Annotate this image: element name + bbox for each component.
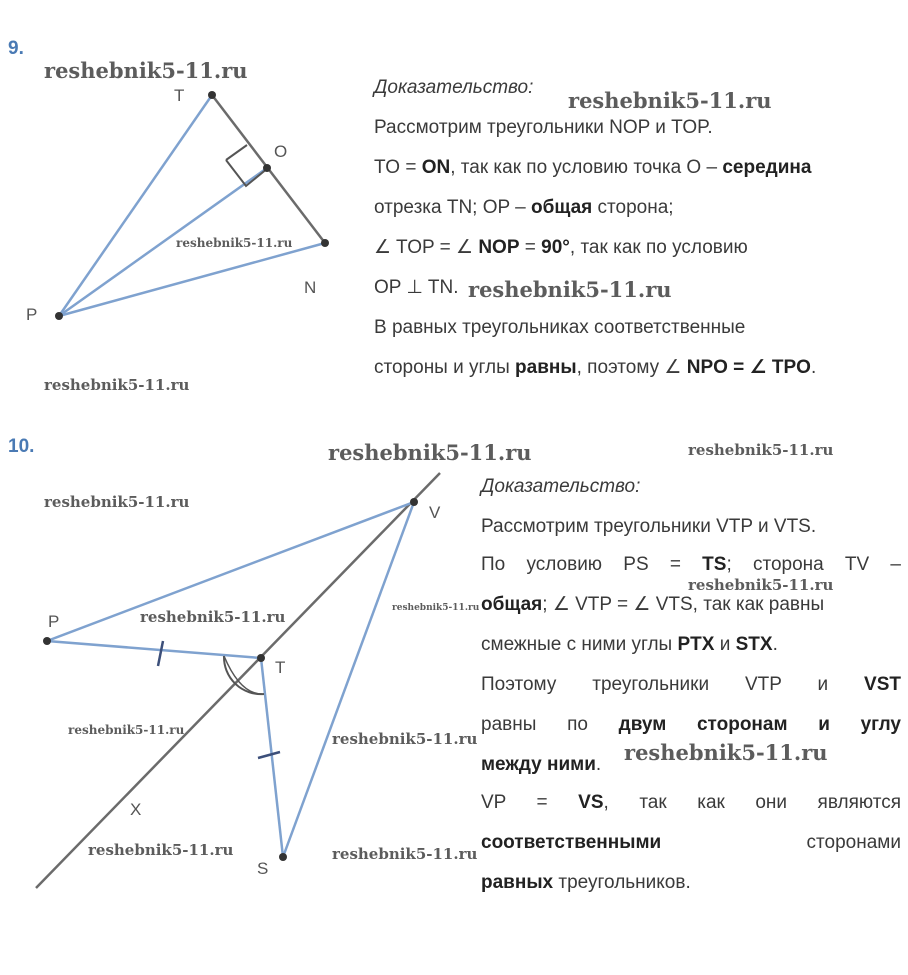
problem-10-number: 10. bbox=[8, 436, 35, 457]
text-run: . bbox=[772, 634, 778, 655]
text-run-bold: NPO = ∠ TPO bbox=[686, 357, 811, 378]
label-T: T bbox=[174, 86, 185, 105]
point-V bbox=[410, 498, 418, 506]
point-T bbox=[208, 91, 216, 99]
text-run-bold: TS bbox=[702, 554, 727, 575]
label-P: P bbox=[26, 305, 38, 324]
text-run: По условию PS = bbox=[481, 554, 703, 575]
problem-10-line-8 bbox=[481, 783, 901, 823]
watermark: reshebnik5-11.ru bbox=[688, 441, 834, 459]
problem-9-line-5 bbox=[374, 268, 458, 308]
problem-9-line-4 bbox=[374, 228, 748, 268]
text-run: Поэтому треугольники VTP и bbox=[481, 674, 865, 695]
label-X: X bbox=[130, 800, 142, 819]
text-run: равны по bbox=[481, 714, 619, 735]
text-run: ∠ TOP = ∠ bbox=[374, 237, 479, 258]
label-S: S bbox=[257, 859, 269, 878]
problem-10-line-4 bbox=[481, 625, 778, 665]
text-run-bold: PTX bbox=[677, 634, 715, 655]
tick-PT bbox=[158, 641, 163, 666]
watermark: reshebnik5-11.ru bbox=[140, 608, 286, 626]
text-run: , так как по условию bbox=[569, 237, 748, 258]
text-run-bold: NOP bbox=[478, 237, 520, 258]
text-run: треугольников. bbox=[553, 872, 691, 893]
text-run-bold: STX bbox=[735, 634, 773, 655]
point-S bbox=[279, 853, 287, 861]
text-run: TO = bbox=[374, 157, 422, 178]
watermark: reshebnik5-11.ru bbox=[88, 841, 234, 859]
text-run-bold: общая bbox=[481, 594, 543, 615]
segment-PN bbox=[59, 243, 325, 316]
label-V: V bbox=[429, 503, 441, 522]
watermark: reshebnik5-11.ru bbox=[332, 845, 478, 863]
text-run: , поэтому ∠ bbox=[576, 357, 687, 378]
text-run: смежные с ними углы bbox=[481, 634, 678, 655]
problem-9-line-7 bbox=[374, 348, 816, 388]
label-T2: T bbox=[275, 658, 286, 677]
problem-10-line-1 bbox=[481, 507, 816, 547]
text-run-bold: равны bbox=[515, 357, 577, 378]
problem-10-line-9 bbox=[481, 823, 901, 863]
watermark: reshebnik5-11.ru bbox=[176, 236, 293, 250]
problem-10-line-7 bbox=[481, 745, 601, 785]
watermark: reshebnik5-11.ru bbox=[68, 723, 185, 737]
watermark: reshebnik5-11.ru bbox=[568, 88, 772, 113]
problem-9-number: 9. bbox=[8, 38, 24, 59]
tick-TS bbox=[258, 752, 280, 758]
text-run: . bbox=[595, 754, 602, 775]
watermark: reshebnik5-11.ru bbox=[688, 576, 834, 594]
text-run-bold: середина bbox=[722, 157, 812, 178]
problem-9-line-3 bbox=[374, 188, 674, 228]
point-P2 bbox=[43, 637, 51, 645]
text-run-bold: общая bbox=[530, 197, 593, 218]
text-run: отрезка TN; OP – bbox=[374, 197, 531, 218]
watermark: reshebnik5-11.ru bbox=[44, 493, 190, 511]
text-run-bold: 90° bbox=[541, 237, 570, 258]
text-run-bold: равных bbox=[481, 872, 554, 893]
text-run: стороны и углы bbox=[374, 357, 516, 378]
problem-9-line-6 bbox=[374, 308, 745, 348]
text-run: , так как они являются bbox=[603, 792, 901, 813]
problem-9-heading: Доказательство: bbox=[374, 77, 534, 98]
text-run: VP = bbox=[481, 792, 579, 813]
text-run: сторона; bbox=[592, 197, 674, 218]
text-run-bold: между ними bbox=[481, 754, 596, 775]
segment-PT bbox=[59, 95, 212, 316]
watermark: reshebnik5-11.ru bbox=[392, 603, 480, 613]
label-O: O bbox=[274, 142, 288, 161]
problem-10-line-10 bbox=[481, 863, 691, 903]
watermark: reshebnik5-11.ru bbox=[624, 740, 828, 765]
problem-10-heading: Доказательство: bbox=[481, 476, 641, 497]
watermark: reshebnik5-11.ru bbox=[44, 376, 190, 394]
problem-9-line-2 bbox=[374, 148, 811, 188]
text-run-bold: ON bbox=[421, 157, 451, 178]
text-run: ; ∠ VTP = ∠ VTS, так как равны bbox=[542, 594, 825, 615]
segment-SV bbox=[283, 502, 414, 857]
text-run: Рассмотрим треугольники VTP и VTS. bbox=[481, 516, 817, 537]
text-run-bold: соответственными bbox=[481, 832, 662, 853]
point-O bbox=[263, 164, 271, 172]
text-run: . bbox=[810, 357, 817, 378]
text-run: В равных треугольниках соответственные bbox=[374, 317, 746, 338]
text-run: ; сторона TV – bbox=[726, 554, 901, 575]
text-run-bold: двум сторонам и углу bbox=[618, 714, 901, 735]
text-run: сторонами bbox=[661, 832, 901, 853]
problem-10-line-5 bbox=[481, 665, 901, 705]
right-angle-mark-top bbox=[226, 145, 247, 160]
watermark: reshebnik5-11.ru bbox=[328, 440, 532, 465]
label-P2: P bbox=[48, 612, 60, 631]
watermark: reshebnik5-11.ru bbox=[468, 277, 672, 302]
text-run: OP ⊥ TN. bbox=[374, 277, 459, 298]
point-N bbox=[321, 239, 329, 247]
text-run-bold: VS bbox=[578, 792, 604, 813]
text-run: Рассмотрим треугольники NOP и TOP. bbox=[374, 117, 713, 138]
problem-9-line-1 bbox=[374, 108, 713, 148]
problem-10-line-6 bbox=[481, 705, 901, 745]
point-T2 bbox=[257, 654, 265, 662]
watermark: reshebnik5-11.ru bbox=[44, 58, 248, 83]
text-run: = bbox=[519, 237, 542, 258]
text-run-bold: VST bbox=[864, 674, 901, 695]
text-run: , так как по условию точка O – bbox=[450, 157, 723, 178]
text-run: и bbox=[714, 634, 736, 655]
segment-PT bbox=[47, 641, 261, 658]
label-N: N bbox=[304, 278, 317, 297]
watermark: reshebnik5-11.ru bbox=[332, 730, 478, 748]
point-P bbox=[55, 312, 63, 320]
